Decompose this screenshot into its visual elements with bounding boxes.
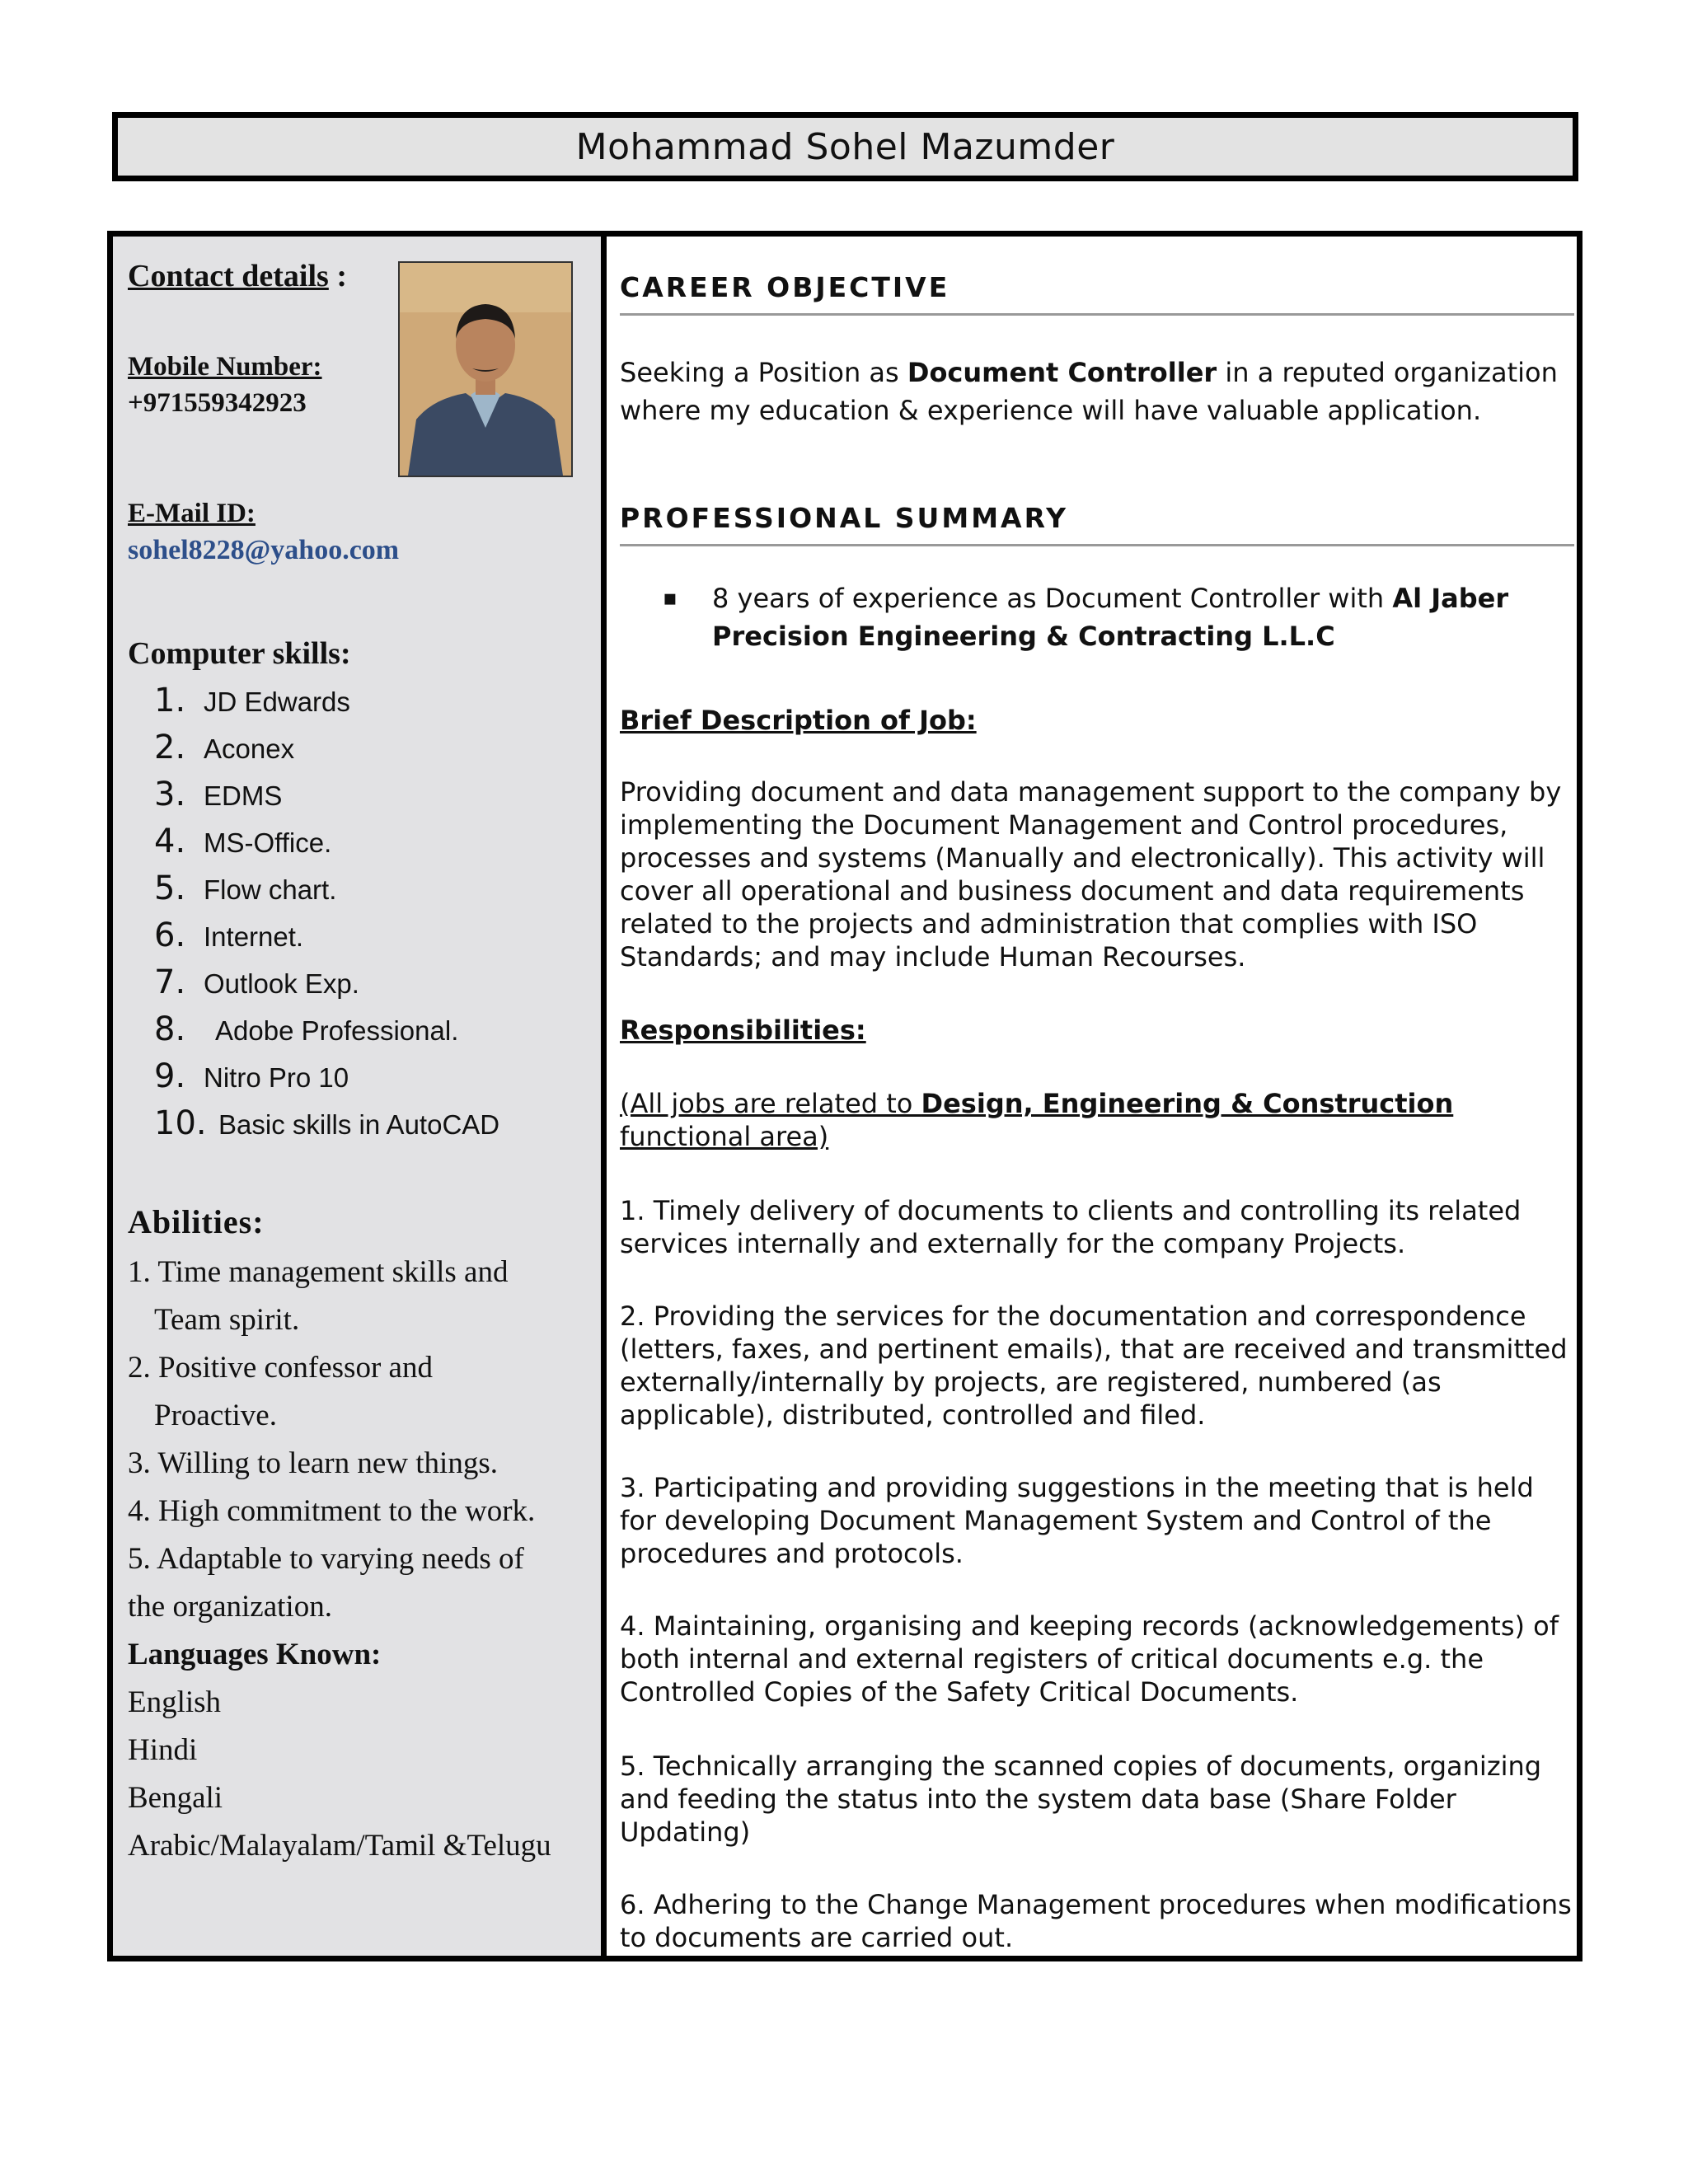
skill-label: Flow chart. — [204, 874, 337, 905]
contact-heading — [128, 258, 347, 294]
career-text-start: Seeking a Position as — [620, 357, 907, 388]
ability-line: 2. Positive confessor and — [128, 1351, 433, 1385]
skill-label: Adobe Professional. — [215, 1015, 459, 1046]
brief-description-text: Providing document and data management support to the company by implementing the Document Management and Control procedures, processes and systems (Manually and electronically). This activity will cover all operational and business document and data requirements related to the projects and administration that complies with ISO Standards; and may include Human Recourses. — [620, 776, 1562, 972]
brief-description-heading: Brief Description of Job: — [620, 705, 977, 736]
list-item — [154, 823, 499, 869]
list-item — [154, 776, 499, 823]
responsibilities-heading: Responsibilities: — [620, 1015, 866, 1046]
responsibility-item: 2. Providing the services for the documentation and correspondence (letters, faxes, and pertinent emails), that are received and transmitted externally/internally by projects, are registered, numbered (as applicable), distributed, controlled and filed. — [620, 1301, 1568, 1431]
person-photo-icon — [400, 263, 571, 476]
email-label-text: E-Mail ID: — [128, 499, 256, 528]
skill-number: 4. — [154, 823, 186, 860]
list-item — [154, 916, 499, 963]
list-item — [154, 729, 499, 776]
list-item — [154, 869, 499, 916]
skill-number: 8. — [154, 1010, 186, 1048]
ability-line: 5. Adaptable to varying needs of — [128, 1542, 524, 1576]
ability-line: Team spirit. — [154, 1303, 300, 1337]
skill-label: Nitro Pro 10 — [204, 1062, 349, 1093]
contact-heading-colon: : — [328, 259, 347, 293]
mobile-value: +971559342923 — [128, 388, 307, 418]
skill-number: 3. — [154, 776, 186, 813]
computer-skills-heading: Computer skills: — [128, 636, 351, 671]
resume-body — [107, 231, 1582, 1961]
career-objective-heading: CAREER OBJECTIVE — [620, 271, 1574, 316]
left-sidebar — [113, 237, 607, 1956]
skill-label: Internet. — [204, 921, 304, 952]
skill-label: EDMS — [204, 780, 283, 811]
abilities-heading: Abilities: — [128, 1203, 265, 1240]
summary-text-start: 8 years of experience as Document Controller with — [712, 583, 1393, 614]
language-item: Bengali — [128, 1781, 223, 1815]
language-item: Arabic/Malayalam/Tamil &Telugu — [128, 1829, 551, 1863]
computer-skills-list — [154, 682, 499, 1151]
candidate-name: Mohammad Sohel Mazumder — [575, 125, 1115, 168]
skill-label: Basic skills in AutoCAD — [218, 1109, 500, 1140]
profile-photo — [398, 261, 573, 477]
email-label — [128, 499, 256, 529]
ability-line: the organization. — [128, 1590, 332, 1624]
list-item — [154, 1057, 499, 1104]
language-item: Hindi — [128, 1733, 198, 1767]
skill-label: Outlook Exp. — [204, 968, 359, 999]
abilities-list — [128, 1249, 598, 1870]
summary-bullet-text — [712, 579, 1574, 655]
list-item — [154, 1010, 499, 1057]
ability-line: 3. Willing to learn new things. — [128, 1446, 498, 1480]
mobile-label-text: Mobile Number: — [128, 352, 322, 382]
skill-number: 2. — [154, 729, 186, 766]
responsibility-item: 4. Maintaining, organising and keeping records (acknowledgements) of both internal and external registers of critical documents e.g. the Controlled Copies of the Safety Critical Documents. — [620, 1610, 1559, 1708]
career-text-role: Document Controller — [907, 357, 1217, 388]
responsibility-item: 6. Adhering to the Change Management procedures when modifications to documents are carried out. — [620, 1889, 1572, 1953]
resp-note-start: (All jobs are related to — [620, 1088, 921, 1119]
name-header-box — [112, 112, 1578, 181]
bullet-marker: ▪ — [663, 586, 678, 611]
skill-number: 10. — [154, 1104, 207, 1142]
skill-label: MS-Office. — [204, 827, 332, 858]
ability-line: Proactive. — [154, 1399, 277, 1432]
responsibility-item: 5. Technically arranging the scanned copies of documents, organizing and feeding the status into the system data base (Share Folder Updating) — [620, 1750, 1542, 1848]
list-item — [154, 963, 499, 1010]
responsibilities-note — [620, 1087, 1574, 1153]
languages-heading: Languages Known: — [128, 1638, 382, 1671]
responsibility-item: 1. Timely delivery of documents to clients and controlling its related services internally and externally for the company Projects. — [620, 1195, 1522, 1259]
skill-number: 6. — [154, 916, 186, 954]
language-item: English — [128, 1685, 222, 1719]
responsibility-item: 3. Participating and providing suggestions in the meeting that is held for developing Document Management System and Control of the procedures and protocols. — [620, 1472, 1534, 1569]
contact-heading-text: Contact details — [128, 259, 329, 293]
skill-number: 9. — [154, 1057, 186, 1095]
mobile-label — [128, 352, 322, 382]
resp-note-bold: Design, Engineering & Construction — [921, 1088, 1454, 1119]
skill-label: JD Edwards — [204, 687, 350, 717]
ability-line: 4. High commitment to the work. — [128, 1494, 536, 1528]
email-link[interactable]: sohel8228@yahoo.com — [128, 535, 400, 565]
right-content — [607, 237, 1577, 1956]
ability-line: 1. Time management skills and — [128, 1255, 509, 1289]
skill-number: 1. — [154, 682, 186, 719]
career-text-end: in a reputed organization where my education & experience will have valuable application. — [620, 357, 1558, 426]
career-objective-text — [620, 354, 1574, 429]
professional-summary-heading: PROFESSIONAL SUMMARY — [620, 502, 1574, 546]
list-item — [154, 1104, 499, 1151]
skill-number: 5. — [154, 869, 186, 907]
skill-label: Aconex — [204, 733, 295, 764]
skill-number: 7. — [154, 963, 186, 1001]
summary-company: Al Jaber Precision Engineering & Contracting L.L.C — [712, 583, 1509, 652]
resp-note-end: functional area) — [620, 1121, 829, 1152]
list-item — [154, 682, 499, 729]
